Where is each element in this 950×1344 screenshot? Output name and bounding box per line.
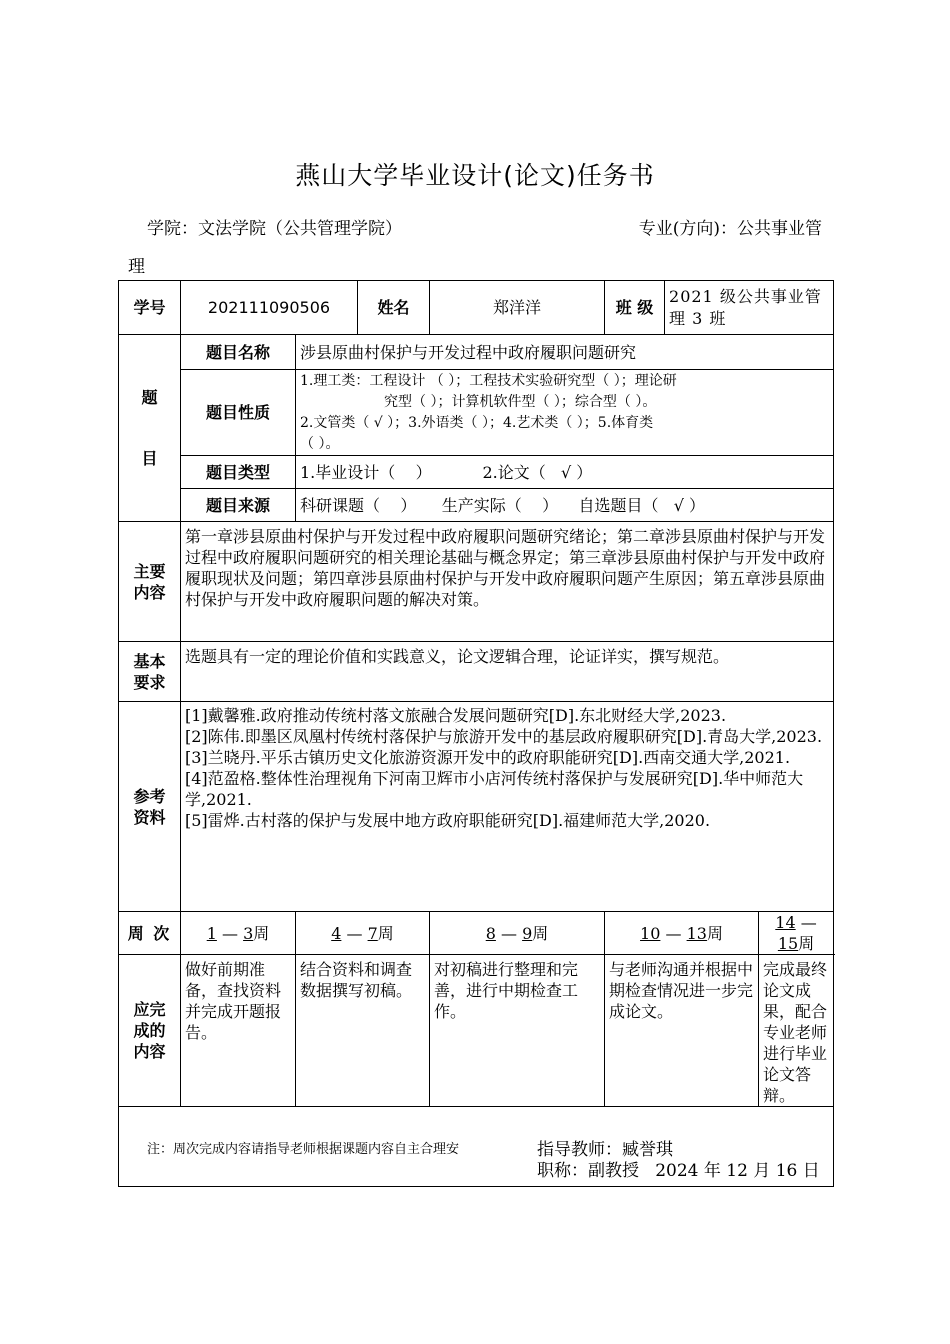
week-range-2 — [296, 912, 430, 955]
week-range-4 — [605, 912, 759, 955]
week-start: 14 — [775, 913, 796, 932]
requirements-label — [119, 642, 181, 702]
nature-line-4: （ ）。 — [300, 435, 340, 452]
requirements-label-1: 基本 — [133, 651, 166, 671]
week-unit: 周 — [377, 923, 394, 943]
week-unit: 周 — [706, 923, 723, 943]
college-info — [147, 214, 402, 239]
main-content-text: 第一章涉县原曲村保护与开发过程中政府履职问题研究绪论；第二章涉县原曲村保护与开发过程中政府履职问题研究的相关理论基础与概念界定；第三章涉县原曲村保护与开发中政府履职现状及问题；第四章涉县原曲村保护与开发中政府履职问题产生原因；第五章涉县原曲村保护与开发中政府履职问题的解决对策。 — [181, 522, 834, 642]
topic-label-bottom: 目 — [141, 449, 158, 468]
topic-type-value: 1.毕业设计（ ） 2.论文（ √ ） — [296, 456, 834, 489]
advisor-name: 臧誉琪 — [622, 1140, 673, 1160]
student-id-label: 学号 — [119, 281, 181, 335]
week-dash: — — [346, 923, 363, 943]
major-label: 专业(方向)： — [638, 219, 737, 239]
references-label — [119, 702, 181, 912]
references-label-1: 参考 — [133, 786, 166, 806]
reference-item: [1]戴馨雅.政府推动传统村落文旅融合发展问题研究[D].东北财经大学,2023. — [185, 706, 727, 725]
topic-section-label — [119, 335, 181, 522]
week-end: 3 — [243, 923, 254, 943]
references-list — [181, 702, 834, 912]
nature-line-1: 1.理工类：工程设计 （ ）；工程技术实验研究型（ ）；理论研 — [300, 372, 677, 389]
sign-date: 2024 年 12 月 16 日 — [655, 1161, 820, 1181]
topic-type-label: 题目类型 — [181, 456, 296, 489]
week-unit: 周 — [532, 923, 549, 943]
student-name-label: 姓名 — [358, 281, 430, 335]
week-start: 10 — [640, 923, 661, 943]
reference-item: [2]陈伟.即墨区凤凰村传统村落保护与旅游开发中的基层政府履职研究[D].青岛大学,2023. — [185, 727, 823, 746]
task-week-2: 结合资料和调查数据撰写初稿。 — [296, 955, 430, 1107]
topic-name-label: 题目名称 — [181, 335, 296, 370]
task-week-1: 做好前期准备，查找资料并完成开题报告。 — [181, 955, 296, 1107]
student-name-value: 郑洋洋 — [430, 281, 605, 335]
advisor-line — [537, 1140, 829, 1161]
main-content-label-1: 主要 — [133, 561, 166, 581]
reference-item: [5]雷烨.古村落的保护与发展中地方政府职能研究[D].福建师范大学,2020. — [185, 811, 711, 830]
class-label: 班 级 — [605, 281, 665, 335]
task-form-table — [118, 280, 834, 1187]
major-value: 公共事业管 — [737, 219, 822, 239]
topic-source-label: 题目来源 — [181, 489, 296, 522]
tasks-label — [119, 955, 181, 1107]
reference-item: [3]兰晓丹.平乐古镇历史文化旅游资源开发中的政府职能研究[D].西南交通大学,2021. — [185, 748, 791, 767]
title-value: 副教授 — [588, 1161, 639, 1181]
week-range-3 — [430, 912, 605, 955]
nature-line-3: 2.文管类（ √ ）；3.外语类（ ）；4.艺术类（ ）；5.体育类 — [300, 414, 654, 431]
week-end: 7 — [367, 923, 378, 943]
college-value: 文法学院（公共管理学院） — [198, 219, 402, 239]
week-start: 1 — [206, 923, 217, 943]
footnote: 注：周次完成内容请指导老师根据课题内容自主合理安 — [147, 1142, 460, 1157]
week-unit: 周 — [798, 934, 815, 953]
topic-name-value: 涉县原曲村保护与开发过程中政府履职问题研究 — [296, 335, 834, 370]
task-week-5: 完成最终论文成果，配合专业老师进行毕业论文答辩。 — [759, 955, 834, 1107]
tasks-label-2: 成的 — [133, 1021, 166, 1040]
class-value: 2021 级公共事业管理 3 班 — [665, 281, 834, 335]
week-dash: — — [501, 923, 517, 943]
week-start: 8 — [485, 923, 496, 943]
title-date-line — [537, 1161, 829, 1182]
topic-label-top: 题 — [141, 388, 158, 407]
week-label: 周 次 — [119, 912, 181, 955]
week-end: 9 — [522, 923, 533, 943]
tasks-label-3: 内容 — [133, 1042, 166, 1061]
main-content-label-2: 内容 — [133, 582, 166, 602]
student-id-value: 202111090506 — [181, 281, 358, 335]
page-title: 燕山大学毕业设计(论文)任务书 — [295, 161, 655, 190]
week-end: 13 — [686, 923, 707, 943]
topic-nature-label: 题目性质 — [181, 370, 296, 456]
week-unit: 周 — [253, 923, 270, 943]
references-label-2: 资料 — [133, 807, 166, 827]
week-dash: — — [800, 913, 817, 932]
major-value-wrap: 理 — [128, 257, 145, 277]
tasks-label-1: 应完 — [133, 1000, 166, 1019]
week-range-5 — [759, 912, 834, 955]
week-range-1 — [181, 912, 296, 955]
topic-nature-value — [296, 370, 834, 456]
requirements-label-2: 要求 — [133, 672, 166, 692]
college-label: 学院： — [147, 219, 198, 239]
task-week-3: 对初稿进行整理和完善，进行中期检查工作。 — [430, 955, 605, 1107]
topic-source-value: 科研课题（ ） 生产实际（ ） 自选题目（ √ ） — [296, 489, 834, 522]
reference-item: [4]范盈格.整体性治理视角下河南卫辉市小店河传统村落保护与发展研究[D].华中师范大学,2021. — [185, 769, 804, 809]
advisor-label: 指导教师： — [537, 1140, 622, 1160]
week-start: 4 — [331, 923, 342, 943]
week-dash: — — [665, 923, 682, 943]
title-label: 职称： — [537, 1161, 588, 1181]
week-end: 15 — [777, 934, 799, 953]
task-week-4: 与老师沟通并根据中期检查情况进一步完成论文。 — [605, 955, 759, 1107]
nature-line-2: 究型（ ）；计算机软件型（ ）；综合型（ ）。 — [384, 393, 657, 410]
week-dash: — — [221, 923, 238, 943]
main-content-label — [119, 522, 181, 642]
major-info — [639, 214, 822, 239]
requirements-text: 选题具有一定的理论价值和实践意义，论文逻辑合理，论证详实，撰写规范。 — [181, 642, 834, 702]
